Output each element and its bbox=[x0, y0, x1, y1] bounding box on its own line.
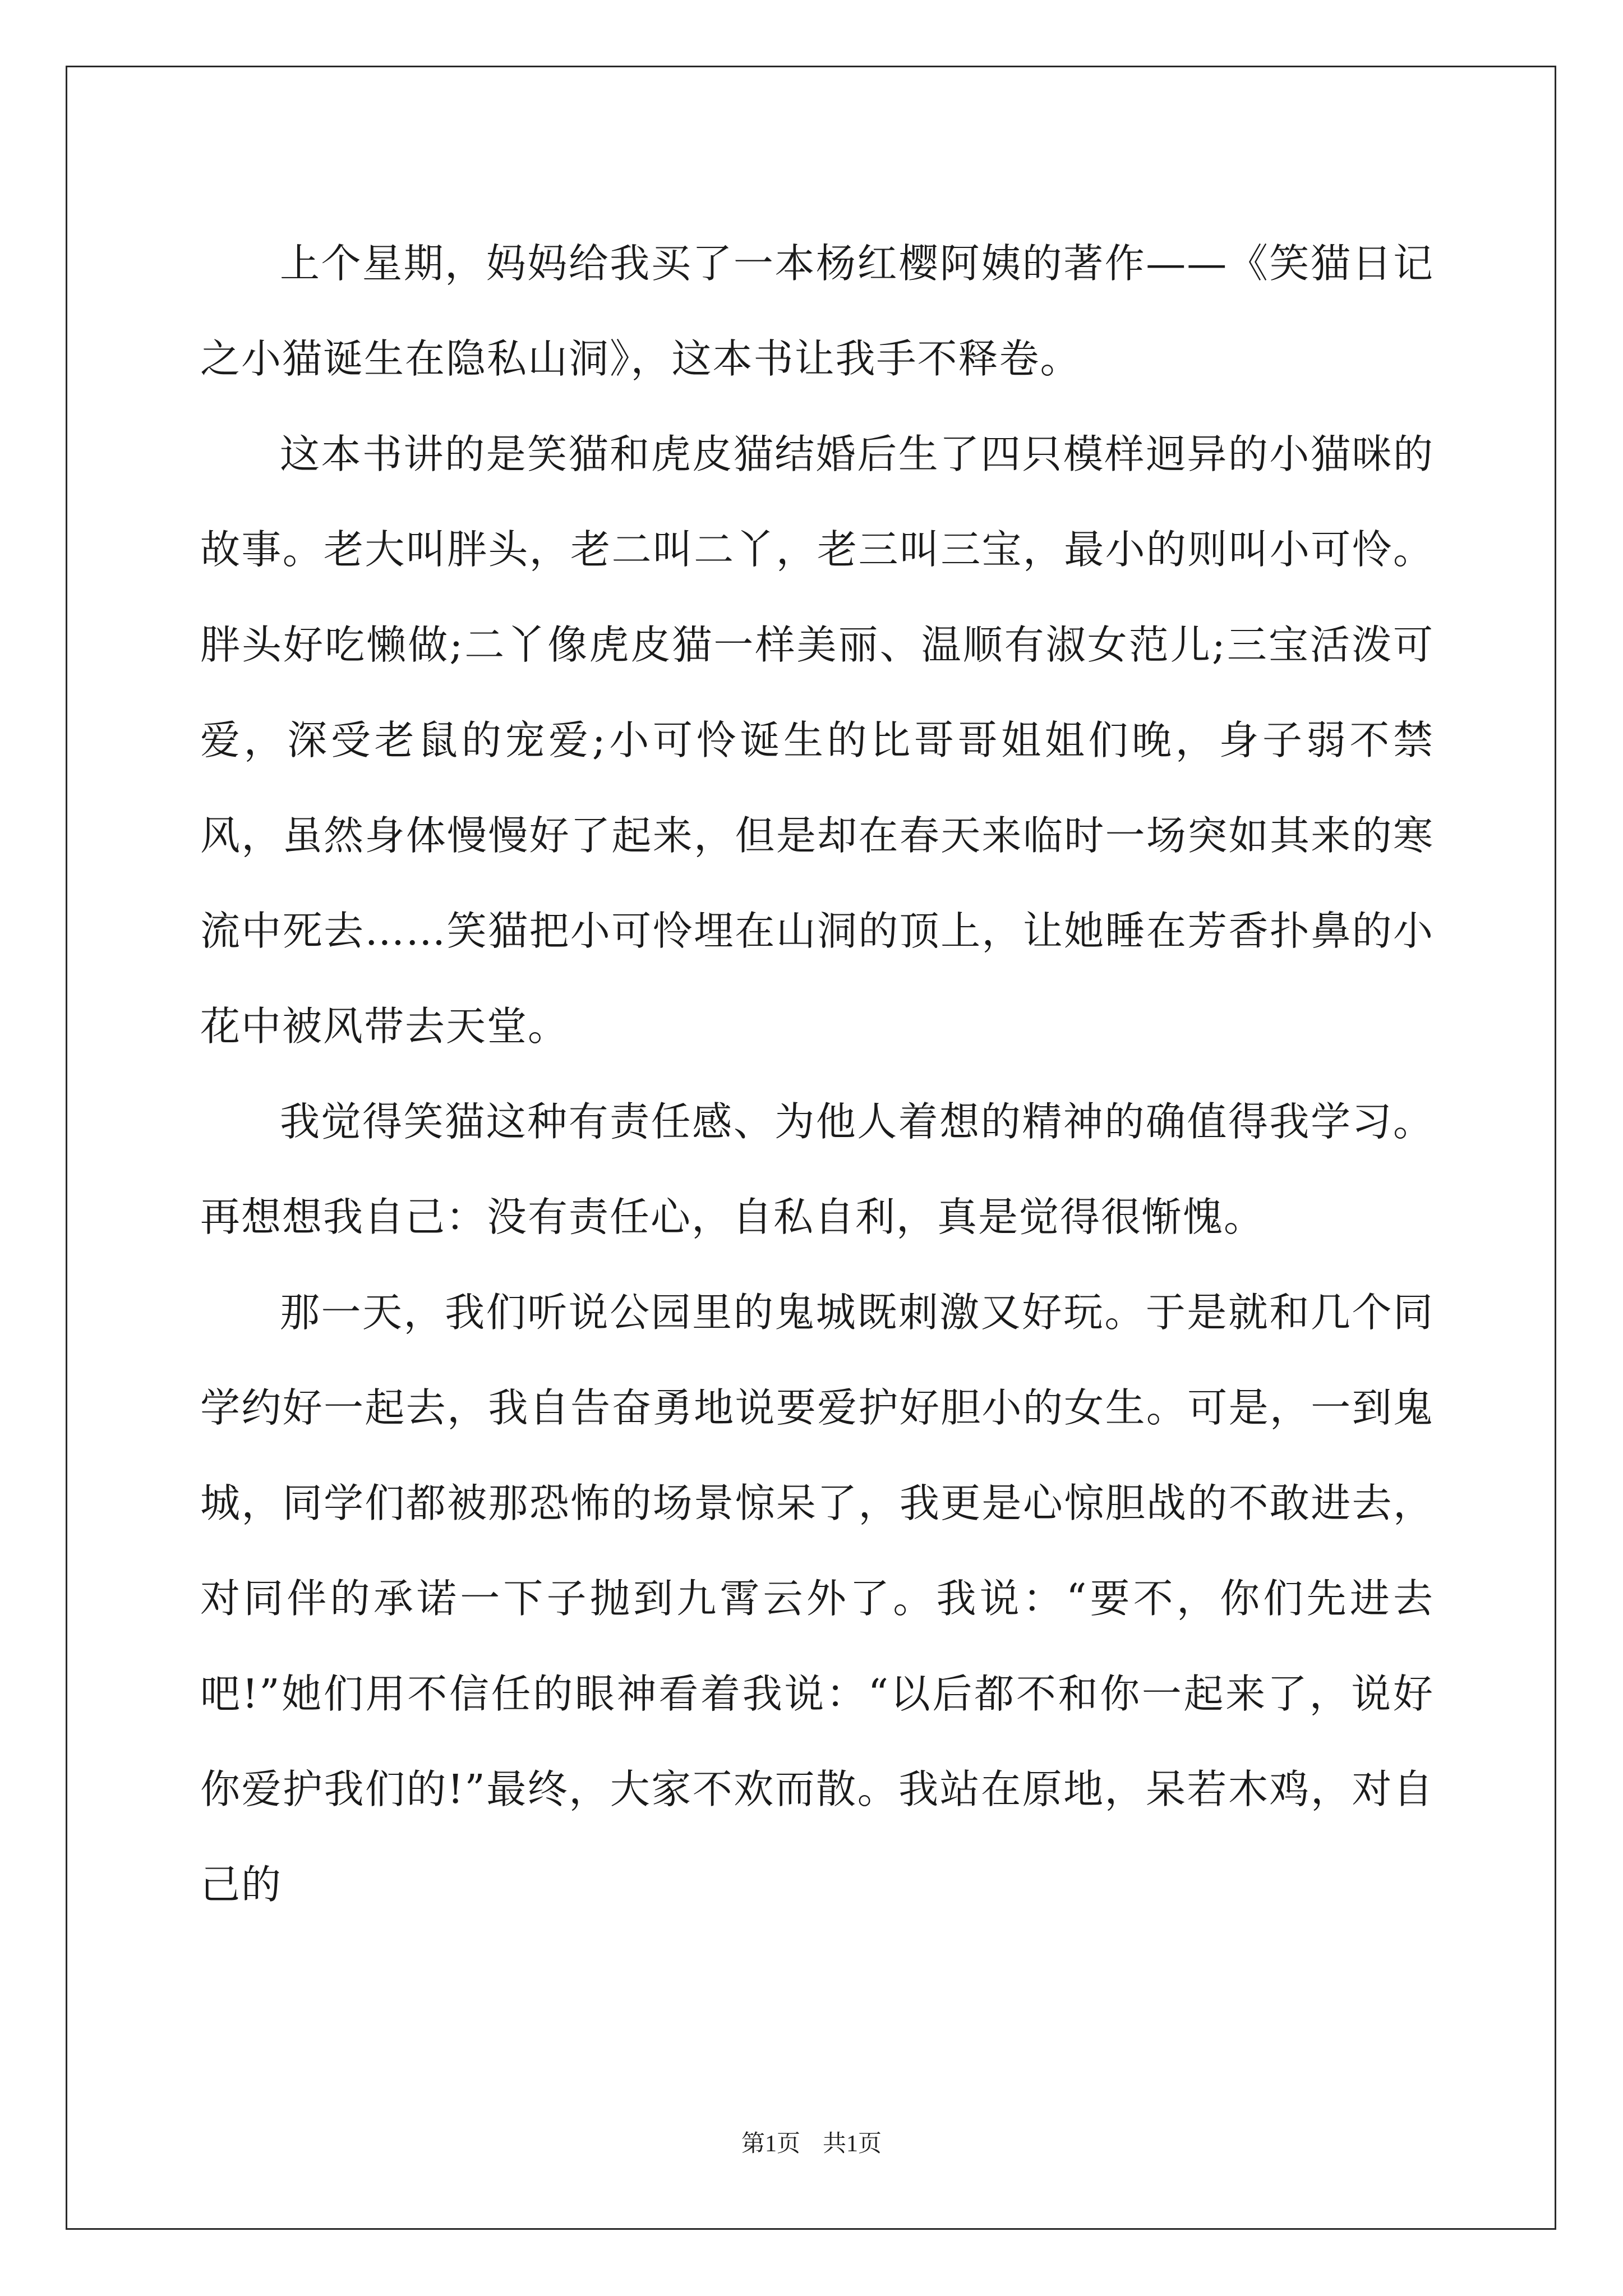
paragraph-1: 上个星期，妈妈给我买了一本杨红樱阿姨的著作——《笑猫日记之小猫诞生在隐私山洞》，这本书让我手不释卷。 bbox=[200, 240, 1434, 382]
page-footer bbox=[0, 2125, 1623, 2159]
document-body bbox=[200, 216, 1434, 1932]
page-total-label: 共1页 bbox=[823, 2131, 882, 2157]
paragraph-2: 这本书讲的是笑猫和虎皮猫结婚后生了四只模样迥异的小猫咪的故事。老大叫胖头，老二叫二丫，老三叫三宝，最小的则叫小可怜。胖头好吃懒做;二丫像虎皮猫一样美丽、温顺有淑女范儿;三宝活泼可爱，深受老鼠的宠爱;小可怜诞生的比哥哥姐姐们晚，身子弱不禁风，虽然身体慢慢好了起来，但是却在春天来临时一场突如其来的寒流中死去……笑猫把小可怜埋在山洞的顶上，让她睡在芳香扑鼻的小花中被风带去天堂。 bbox=[200, 431, 1434, 1050]
paragraph-3: 我觉得笑猫这种有责任感、为他人着想的精神的确值得我学习。再想想我自己：没有责任心，自私自利，真是觉得很惭愧。 bbox=[200, 1098, 1434, 1240]
paragraph-4: 那一天，我们听说公园里的鬼城既刺激又好玩。于是就和几个同学约好一起去，我自告奋勇地说要爱护好胆小的女生。可是，一到鬼城，同学们都被那恐怖的场景惊呆了，我更是心惊胆战的不敢进去，对同伴的承诺一下子抛到九霄云外了。我说：“要不，你们先进去吧!”她们用不信任的眼神看着我说：“以后都不和你一起来了，说好你爱护我们的!”最终，大家不欢而散。我站在原地，呆若木鸡，对自己的 bbox=[200, 1289, 1434, 1908]
page-number-label: 第1页 bbox=[741, 2131, 800, 2157]
